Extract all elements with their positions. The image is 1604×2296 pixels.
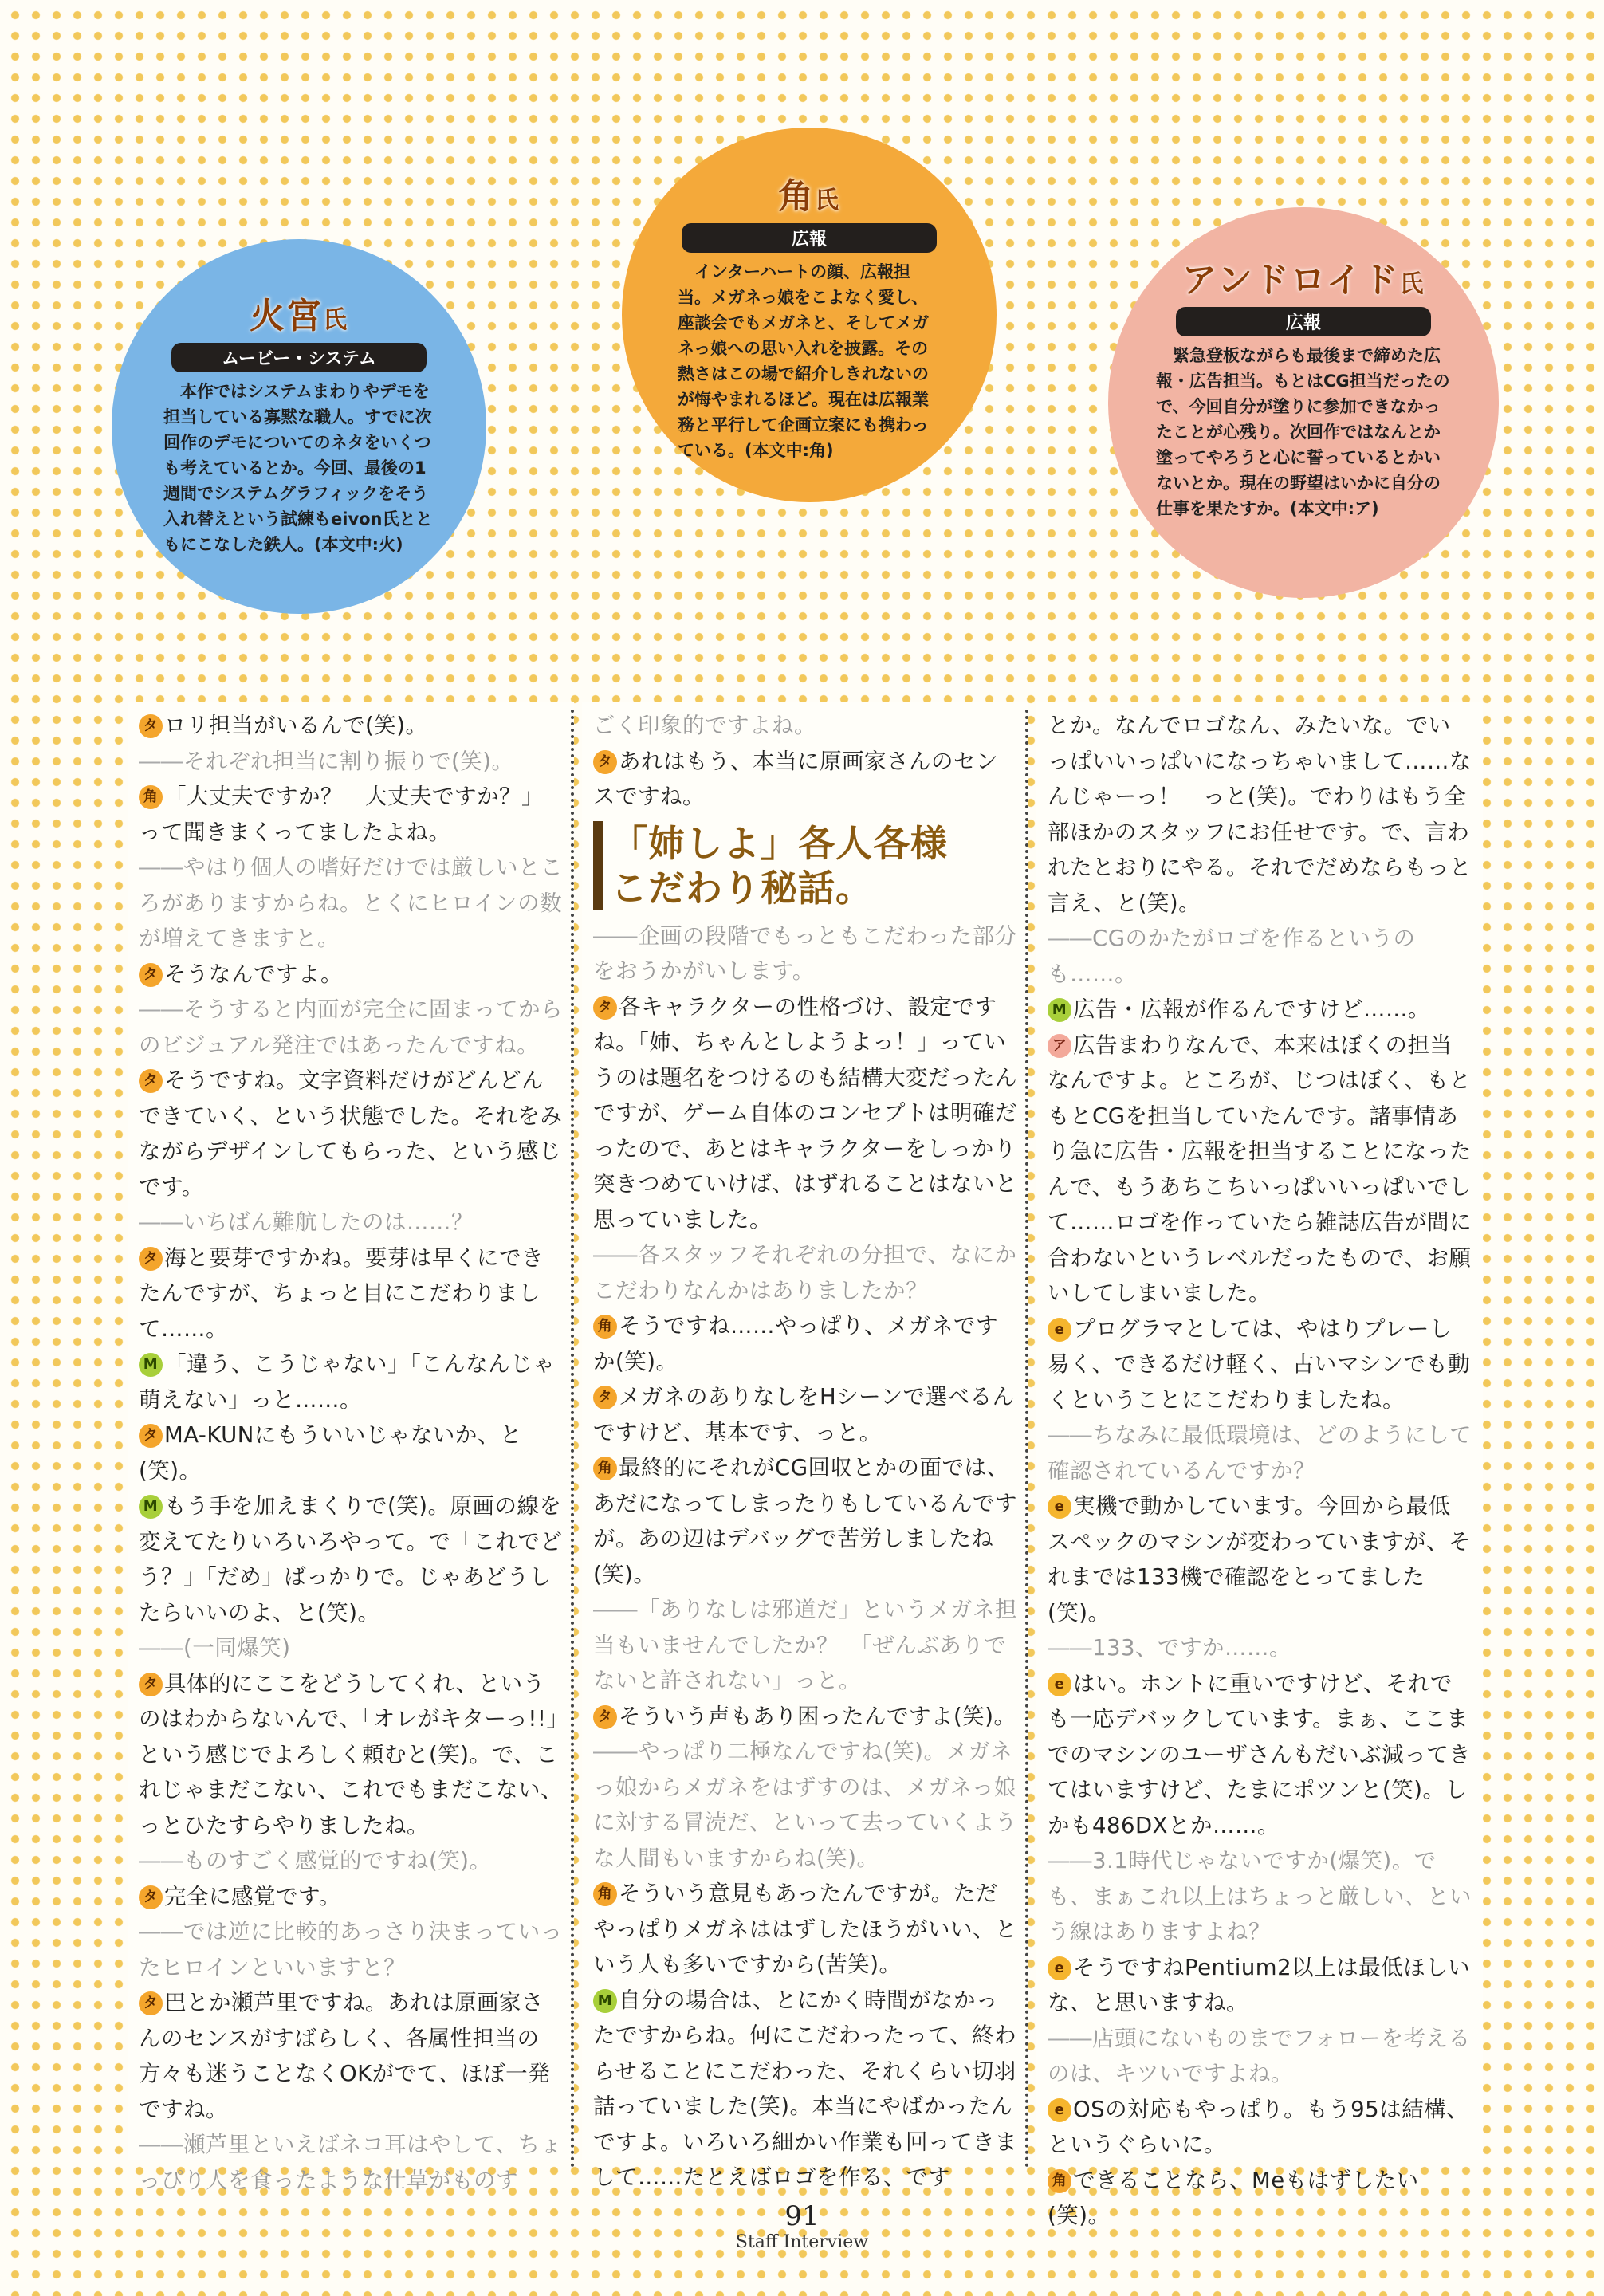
dash-mark: ―― bbox=[139, 1209, 183, 1235]
line-text: 広告・広報が作るんですけど……。 bbox=[1073, 997, 1430, 1022]
speaker-line bbox=[593, 1450, 1017, 1592]
speaker-line bbox=[139, 1063, 563, 1205]
speaker-badge: タ bbox=[139, 1247, 163, 1271]
dash-mark: ―― bbox=[1048, 2025, 1092, 2051]
speaker-badge: 角 bbox=[1048, 2169, 1071, 2193]
line-text: ごく印象的ですよね。 bbox=[593, 713, 816, 738]
speaker-badge: 角 bbox=[593, 1457, 617, 1480]
line-text: あれはもう、本当に原画家さんのセンスですね。 bbox=[593, 748, 998, 809]
text-column-2 bbox=[582, 702, 1028, 2190]
interviewer-line bbox=[1048, 1843, 1472, 1950]
speaker-badge: タ bbox=[139, 1673, 163, 1696]
speaker-line bbox=[139, 1666, 563, 1844]
speaker-line bbox=[139, 708, 563, 744]
line-text: できることなら、Meもはずしたい(笑)。 bbox=[1048, 2167, 1419, 2228]
line-text: もう手を加えまくりで(笑)。原画の線を変えてたりいろいろやって。で「これでどう？」「だめ」ばっかりで。じゃあどうしたらいいのよ、と(笑)。 bbox=[139, 1493, 563, 1626]
line-text: ちなみに最低環境は、どのようにして確認されているんですか？ bbox=[1048, 1422, 1472, 1484]
line-text: やはり個人の嗜好だけでは厳しいところがありますからね。とくにヒロインの数が増えてきますと。 bbox=[139, 855, 563, 951]
line-text: いちばん難航したのは……？ bbox=[183, 1209, 474, 1235]
interviewer-line bbox=[593, 1734, 1017, 1876]
speaker-badge: タ bbox=[593, 1386, 617, 1409]
text-column-1 bbox=[128, 702, 574, 2193]
interviewer-line bbox=[593, 918, 1017, 989]
line-text: MA-KUNにもういいじゃないか、と(笑)。 bbox=[139, 1422, 522, 1484]
line-text: プログラマとしては、やはりプレーし易く、できるだけ軽く、古いマシンでも動くということにこだわりましたね。 bbox=[1048, 1315, 1471, 1413]
dash-mark: ―― bbox=[139, 1919, 183, 1944]
speaker-line bbox=[593, 1699, 1017, 1735]
speaker-badge: タ bbox=[139, 963, 163, 987]
speaker-line bbox=[593, 744, 1017, 815]
line-text: 「違う、こうじゃない」「こんなんじゃ萌えない」っと……。 bbox=[139, 1351, 556, 1413]
speaker-badge: 角 bbox=[139, 785, 163, 809]
dash-mark: ―― bbox=[139, 2132, 183, 2157]
interviewer-line bbox=[1048, 2021, 1472, 2092]
speaker-badge: タ bbox=[593, 750, 617, 774]
speaker-line bbox=[139, 957, 563, 993]
speaker-badge: ア bbox=[1048, 1034, 1071, 1058]
speaker-line bbox=[593, 1983, 1017, 2196]
speaker-badge: タ bbox=[139, 1885, 163, 1909]
line-text: はい。ホントに重いですけど、それでも一応デバックしています。まぁ、ここまでのマシンのユーザさんもだいぶ減ってきてはいますけど、たまにポツンと(笑)。しかも486DXとか……。 bbox=[1048, 1670, 1472, 1838]
dash-mark: ―― bbox=[593, 1242, 638, 1268]
line-text: やっぱり二極なんですね(笑)。メガネっ娘からメガネをはずすのは、メガネっ娘に対する冒涜だ、といって去っていくような人間もいますからね(笑)。 bbox=[593, 1739, 1017, 1871]
interviewer-line bbox=[593, 1592, 1017, 1699]
dash-mark: ―― bbox=[1048, 926, 1092, 951]
profile-name: 火宮氏 bbox=[250, 296, 348, 336]
interviewer-line bbox=[593, 1237, 1017, 1308]
page-footer bbox=[0, 2200, 1604, 2252]
speaker-badge: e bbox=[1048, 1673, 1071, 1696]
line-text: OSの対応もやっぱり。もう95は結構、というぐらいに。 bbox=[1048, 2096, 1469, 2157]
column-body bbox=[139, 708, 563, 2198]
interviewer-line bbox=[139, 1205, 563, 1240]
line-text: 各スタッフそれぞれの分担で、なにかこだわりなんかはありましたか？ bbox=[593, 1242, 1017, 1303]
speaker-badge: タ bbox=[139, 1424, 163, 1448]
profile-desc: インターハートの顔、広報担当。メガネっ娘をこよなく愛し、座談会でもメガネと、そしてメガネっ娘への思い入れを披露。その熱さはこの場で紹介しきれないのが悔やまれるほど。現在は広報業務と平行して企画立案にも携わっている。(本文中:角) bbox=[678, 262, 929, 460]
line-text: そうですねPentium2以上は最低ほしいな、と思いますね。 bbox=[1048, 1954, 1471, 2015]
profile-role: 広報 bbox=[682, 223, 937, 253]
line-text: 店頭にないものまでフォローを考えるのは、キツいですよね。 bbox=[1048, 2025, 1471, 2086]
speaker-line bbox=[593, 989, 1017, 1238]
dash-mark: ―― bbox=[1048, 1422, 1092, 1448]
speaker-line bbox=[139, 1417, 563, 1488]
line-text: (一同爆笑) bbox=[183, 1635, 291, 1661]
interviewer-line bbox=[139, 992, 563, 1063]
speaker-line bbox=[593, 1308, 1017, 1379]
profile-desc: 本作ではシステムまわりやデモを担当している寡黙な職人。すでに次回作のデモについてのネタをいくつも考えているとか。今回、最後の1週間でシステムグラフィックをそう入れ替えという試練もeivon氏とともにこなした鉄人。(本文中:火) bbox=[163, 382, 433, 554]
interviewer-line bbox=[139, 850, 563, 957]
profile-himiya bbox=[112, 239, 486, 614]
interviewer-line bbox=[593, 708, 1017, 744]
speaker-badge: M bbox=[139, 1353, 163, 1377]
profile-role: 広報 bbox=[1176, 307, 1431, 336]
column-divider bbox=[1025, 710, 1028, 2168]
line-text: そうですね……やっぱり、メガネですか(笑)。 bbox=[593, 1313, 998, 1374]
profile-desc: 緊急登板ながらも最後まで締めた広報・広告担当。もとはCG担当だったので、今回自分が塗りに参加できなかったことが心残り。次回作ではなんとか塗ってやろうと心に誓っているとかいないとか。現在の野望はいかに自分の仕事を果たすか。(本文中:ア) bbox=[1156, 346, 1450, 518]
speaker-badge: タ bbox=[139, 1069, 163, 1093]
column-body bbox=[1048, 708, 1472, 2234]
line-text: 巴とか瀬芦里ですね。あれは原画家さんのセンスがすばらしく、各属性担当の方々も迷うことなくOKがでて、ほぼ一発ですね。 bbox=[139, 1990, 551, 2122]
line-text: 企画の段階でもっともこだわった部分をおうかがいします。 bbox=[593, 922, 1017, 984]
speaker-badge: e bbox=[1048, 1495, 1071, 1519]
heading-text: 「姉しよ」各人各様 こだわり秘話。 bbox=[611, 821, 948, 910]
line-text: 133、ですか……。 bbox=[1092, 1635, 1291, 1661]
dash-mark: ―― bbox=[139, 748, 183, 774]
line-text: 「大丈夫ですか？ 大丈夫ですか？」って聞きまくってましたよね。 bbox=[139, 784, 544, 845]
line-text: それぞれ担当に割り振りで(笑)。 bbox=[183, 748, 514, 774]
dash-mark: ―― bbox=[593, 922, 638, 949]
profile-role: ムービー・システム bbox=[171, 343, 427, 372]
speaker-line bbox=[1048, 1666, 1472, 1844]
text-column-3 bbox=[1036, 702, 1483, 2228]
interviewer-line bbox=[139, 1914, 563, 1985]
line-text: そうですね。文字資料だけがどんどんできていく、という状態でした。それをみながらデザインしてもらった、という感じです。 bbox=[139, 1067, 563, 1200]
profile-name: 角氏 bbox=[778, 176, 840, 217]
line-text: とか。なんでロゴなん、みたいな。でいっぱいいっぱいになっちゃいまして……なんじゃーっ！ っと(笑)。でわりはもう全部ほかのスタッフにお任せです。で、言われたとおりにやる。それでだめならもっと言え、と(笑)。 bbox=[1048, 713, 1472, 916]
section-heading bbox=[593, 821, 1017, 910]
line-text: では逆に比較的あっさり決まっていったヒロインといいますと？ bbox=[139, 1919, 563, 1980]
speaker-badge: e bbox=[1048, 1956, 1071, 1980]
speaker-line bbox=[1048, 2092, 1472, 2163]
speaker-line bbox=[1048, 1488, 1472, 1630]
dash-mark: ―― bbox=[139, 855, 183, 880]
line-text: 完全に感覚です。 bbox=[164, 1883, 341, 1909]
speaker-badge: e bbox=[1048, 1318, 1071, 1342]
footer-label: Staff Interview bbox=[735, 2232, 869, 2252]
dash-mark: ―― bbox=[1048, 1635, 1092, 1661]
interviewer-line bbox=[139, 2127, 563, 2198]
dash-mark: ―― bbox=[593, 1597, 638, 1622]
dash-mark: ―― bbox=[139, 1635, 183, 1661]
line-text: 実機で動かしています。今回から最低スペックのマシンが変わっていますが、それまでは133機で確認をとってました(笑)。 bbox=[1048, 1493, 1472, 1626]
interviewer-line bbox=[1048, 1630, 1472, 1666]
speaker-badge: タ bbox=[593, 996, 617, 1020]
line-text: 3.1時代じゃないですか(爆笑)。でも、まぁこれ以上はちょっと厳しい、という線はありますよね？ bbox=[1048, 1848, 1472, 1944]
speaker-badge: M bbox=[139, 1495, 163, 1519]
speaker-badge: 角 bbox=[593, 1882, 617, 1906]
line-text: 各キャラクターの性格づけ、設定ですね。「姉、ちゃんとしようよっ！」っていうのは題名をつけるのも結構大変だったんですが、ゲーム自体のコンセプトは明確だったので、あとはキャラクターをしっかり突きつめていけば、はずれることはないと思っていました。 bbox=[593, 993, 1017, 1233]
speaker-line bbox=[139, 1240, 563, 1347]
speaker-line bbox=[139, 1879, 563, 1915]
line-text: 自分の場合は、とにかく時間がなかったですからね。何にこだわったって、終わらせることにこだわった、それくらい切羽詰っていました(笑)。本当にやばかったんですよ。いろいろ細かい作業も回ってきまして……たとえばロゴを作る、です bbox=[593, 1987, 1017, 2190]
line-text: ロリ担当がいるんで(笑)。 bbox=[164, 713, 428, 738]
line-text: 具体的にここをどうしてくれ、というのはわからないんで、「オレがキターっ!!」という感じでよろしく頼むと(笑)。で、これじゃまだこない、これでもまだこない、っとひたすらやりましたね。 bbox=[139, 1670, 563, 1838]
speaker-line bbox=[1048, 708, 1472, 921]
profile-name: アンドロイド氏 bbox=[1181, 260, 1425, 301]
speaker-badge: タ bbox=[139, 714, 163, 738]
interviewer-line bbox=[1048, 921, 1472, 992]
line-text: 最終的にそれがCG回収とかの面では、あだになってしまったりもしているんですが。あの辺はデバッグで苦労しましたね(笑)。 bbox=[593, 1455, 1017, 1587]
speaker-line bbox=[1048, 1311, 1472, 1418]
speaker-line bbox=[593, 1876, 1017, 1983]
profile-kado bbox=[622, 128, 997, 502]
interviewer-line bbox=[139, 1630, 563, 1666]
page-number: 91 bbox=[784, 2200, 820, 2232]
column-body bbox=[593, 708, 1017, 815]
speaker-line bbox=[1048, 1950, 1472, 2021]
speaker-badge: タ bbox=[593, 1705, 617, 1729]
line-text: CGのかたがロゴを作るというのも……。 bbox=[1048, 926, 1416, 987]
line-text: ものすごく感覚的ですね(笑)。 bbox=[183, 1848, 492, 1873]
line-text: 広告まわりなんで、本来はぼくの担当なんですよ。ところが、じつはぼく、もともとCGを担当していたんです。諸事情あり急に広告・広報を担当することになったんで、もうあちこちいっぱいいっぱいでして……ロゴを作っていたら雑誌広告が間に合わないというレベルだったもので、お願いしてしまいました。 bbox=[1048, 1032, 1472, 1306]
speaker-badge: 角 bbox=[593, 1315, 617, 1339]
dash-mark: ―― bbox=[593, 1739, 638, 1764]
speaker-badge: タ bbox=[139, 1991, 163, 2015]
speaker-line bbox=[593, 1379, 1017, 1450]
dash-mark: ―― bbox=[139, 1848, 183, 1873]
speaker-line bbox=[1048, 992, 1472, 1028]
dash-mark: ―― bbox=[139, 997, 183, 1022]
line-text: そういう声もあり困ったんですよ(笑)。 bbox=[619, 1703, 1016, 1729]
line-text: そういう意見もあったんですが。ただやっぱりメガネははずしたほうがいい、という人も多いですから(苦笑)。 bbox=[593, 1881, 1017, 1977]
dash-mark: ―― bbox=[1048, 1848, 1092, 1873]
speaker-line bbox=[1048, 1028, 1472, 1311]
line-text: メガネのありなしをHシーンで選べるんですけど、基本です、っと。 bbox=[593, 1384, 1015, 1445]
speaker-badge: e bbox=[1048, 2098, 1071, 2122]
speaker-line bbox=[139, 1347, 563, 1417]
speaker-line bbox=[139, 1488, 563, 1630]
speaker-line bbox=[139, 779, 563, 850]
line-text: 「ありなしは邪道だ」というメガネ担当もいませんでしたか？ 「ぜんぶありでないと許されない」っと。 bbox=[593, 1597, 1017, 1693]
line-text: 海と要芽ですかね。要芽は早くにできたんですが、ちょっと目にこだわりまして……。 bbox=[139, 1244, 544, 1342]
line-text: そうすると内面が完全に固まってからのビジュアル発注ではあったんですね。 bbox=[139, 997, 563, 1058]
speaker-line bbox=[139, 1985, 563, 2127]
profile-android bbox=[1108, 207, 1499, 598]
interviewer-line bbox=[139, 1843, 563, 1879]
column-body bbox=[593, 918, 1017, 2196]
speaker-badge: M bbox=[1048, 998, 1071, 1022]
interviewer-line bbox=[139, 744, 563, 780]
line-text: そうなんですよ。 bbox=[164, 961, 343, 987]
column-divider bbox=[571, 710, 574, 2168]
line-text: 瀬芦里といえばネコ耳はやして、ちょっぴり人を食ったような仕草がものす bbox=[139, 2132, 563, 2193]
heading-bar bbox=[593, 821, 603, 910]
speaker-badge: M bbox=[593, 1989, 617, 2013]
interviewer-line bbox=[1048, 1417, 1472, 1488]
